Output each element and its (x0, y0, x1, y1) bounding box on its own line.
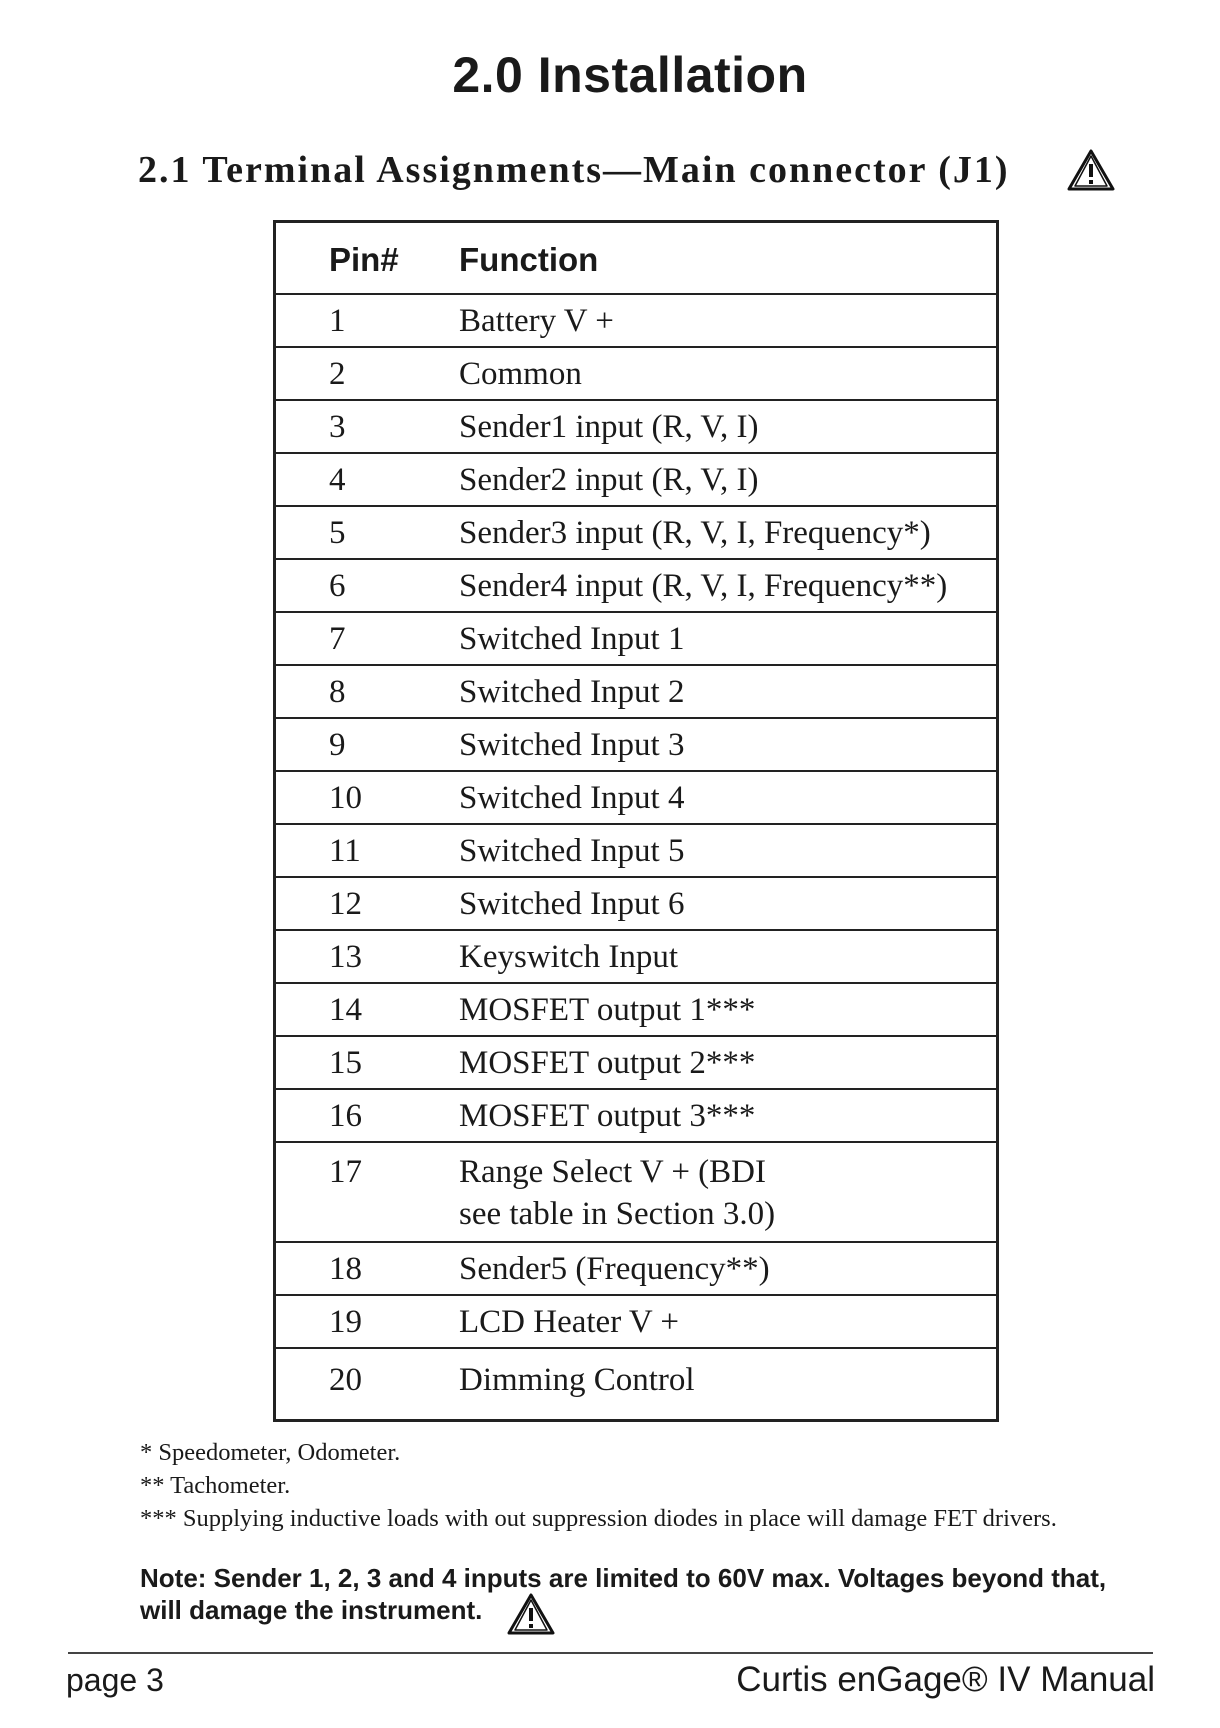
voltage-note: Note: Sender 1, 2, 3 and 4 inputs are limited to 60V max. Voltages beyond that, will damage the instrument. (140, 1563, 1107, 1625)
pin-function-text: Sender3 input (R, V, I, Frequency*) (459, 514, 931, 551)
pin-function-text: Sender2 input (R, V, I) (459, 461, 759, 498)
pin-number-cell: 5 (276, 506, 459, 559)
manual-title: Curtis enGage® IV Manual (736, 1660, 1155, 1699)
pin-function-text: Common (459, 355, 582, 392)
table-row (276, 930, 996, 983)
table-row (276, 559, 996, 612)
table-row (276, 1242, 996, 1295)
pin-function-cell (459, 559, 996, 612)
table-row (276, 1295, 996, 1348)
table-row (276, 506, 996, 559)
pin-number-cell: 1 (276, 294, 459, 347)
pin-function-cell (459, 983, 996, 1036)
pin-function-cell (459, 824, 996, 877)
pin-function-text: Switched Input 5 (459, 832, 685, 869)
pin-number-cell: 4 (276, 453, 459, 506)
pin-function-cell (459, 506, 996, 559)
pin-function-text: Sender5 (Frequency**) (459, 1250, 770, 1287)
table-body (276, 294, 996, 1419)
table-row (276, 1348, 996, 1419)
pin-function-cell (459, 1036, 996, 1089)
terminal-assignments-table (273, 220, 999, 1422)
footnote-fet-drivers: *** Supplying inductive loads with out suppression diodes in place will damage FET drivers. (140, 1505, 1057, 1532)
pin-function-text: Dimming Control (459, 1362, 695, 1398)
pin-function-text: MOSFET output 2*** (459, 1044, 756, 1081)
pin-function-text: LCD Heater V + (459, 1303, 679, 1340)
pin-function-cell (459, 1348, 996, 1419)
pin-function-cell (459, 612, 996, 665)
pin-function-text: Switched Input 2 (459, 673, 685, 710)
pin-function-cell (459, 400, 996, 453)
pin-number-cell: 18 (276, 1242, 459, 1295)
pin-function-text: MOSFET output 3*** (459, 1097, 756, 1134)
pin-function-text: Sender4 input (R, V, I, Frequency**) (459, 567, 948, 604)
pin-function-text: Sender1 input (R, V, I) (459, 408, 759, 445)
pin-function-text: Keyswitch Input (459, 938, 679, 975)
pin-number-cell: 15 (276, 1036, 459, 1089)
pin-function-cell (459, 347, 996, 400)
pins-table (276, 223, 996, 1419)
table-row (276, 400, 996, 453)
section-heading: 2.1 Terminal Assignments—Main connector (J1) (138, 149, 1010, 191)
pin-number-cell: 10 (276, 771, 459, 824)
page-number: page 3 (66, 1662, 164, 1698)
pin-number-cell: 9 (276, 718, 459, 771)
pin-function-cell (459, 665, 996, 718)
table-row (276, 877, 996, 930)
pin-number-cell: 16 (276, 1089, 459, 1142)
pin-function-cell (459, 294, 996, 347)
table-row (276, 453, 996, 506)
table-row (276, 1089, 996, 1142)
pin-number-cell: 17 (276, 1142, 459, 1242)
pin-number-cell: 20 (329, 1362, 362, 1398)
table-header-row (276, 223, 996, 294)
pin-function-cell (459, 718, 996, 771)
pin-function-cell (459, 1142, 996, 1242)
table-row (276, 665, 996, 718)
footnotes (140, 1436, 1057, 1535)
footer-divider (68, 1652, 1153, 1654)
page-title: 2.0 Installation (452, 47, 808, 103)
table-row (276, 1142, 996, 1242)
pin-function-text: Switched Input 6 (459, 885, 685, 922)
pin-function-text: see table in Section 3.0) (459, 1196, 776, 1232)
pin-number-cell: 13 (276, 930, 459, 983)
pin-function-text: Battery V + (459, 302, 614, 339)
pin-number-cell: 2 (276, 347, 459, 400)
table-row (276, 983, 996, 1036)
pin-function-text: Switched Input 4 (459, 779, 685, 816)
pin-function-text: Switched Input 3 (459, 726, 685, 763)
pin-number-cell: 8 (276, 665, 459, 718)
pin-number-cell: 14 (276, 983, 459, 1036)
column-header-function: Function (459, 223, 996, 294)
pin-number-cell: 3 (276, 400, 459, 453)
table-row (276, 347, 996, 400)
pin-number-cell: 19 (276, 1295, 459, 1348)
table-row (276, 612, 996, 665)
pin-function-cell (459, 1089, 996, 1142)
pin-function-cell (459, 1295, 996, 1348)
pin-number-cell: 6 (276, 559, 459, 612)
pin-function-cell (459, 877, 996, 930)
table-row (276, 824, 996, 877)
table-row (276, 771, 996, 824)
table-row (276, 718, 996, 771)
table-row (276, 294, 996, 347)
pin-function-cell (459, 930, 996, 983)
warning-triangle-icon (1066, 148, 1116, 192)
pin-function-text: MOSFET output 1*** (459, 991, 756, 1028)
pin-number-cell: 7 (276, 612, 459, 665)
column-header-pin: Pin# (276, 223, 459, 294)
pin-number-cell: 12 (276, 877, 459, 930)
warning-triangle-icon (506, 1592, 556, 1636)
pin-function-cell (459, 453, 996, 506)
pin-number-cell: 11 (276, 824, 459, 877)
table-row (276, 1036, 996, 1089)
pin-function-cell (459, 1242, 996, 1295)
pin-function-text: Range Select V + (BDI (459, 1154, 767, 1190)
footnote-speedometer: * Speedometer, Odometer. (140, 1439, 401, 1466)
footnote-tachometer: ** Tachometer. (140, 1472, 291, 1499)
pin-function-cell (459, 771, 996, 824)
pin-function-text: Switched Input 1 (459, 620, 685, 657)
